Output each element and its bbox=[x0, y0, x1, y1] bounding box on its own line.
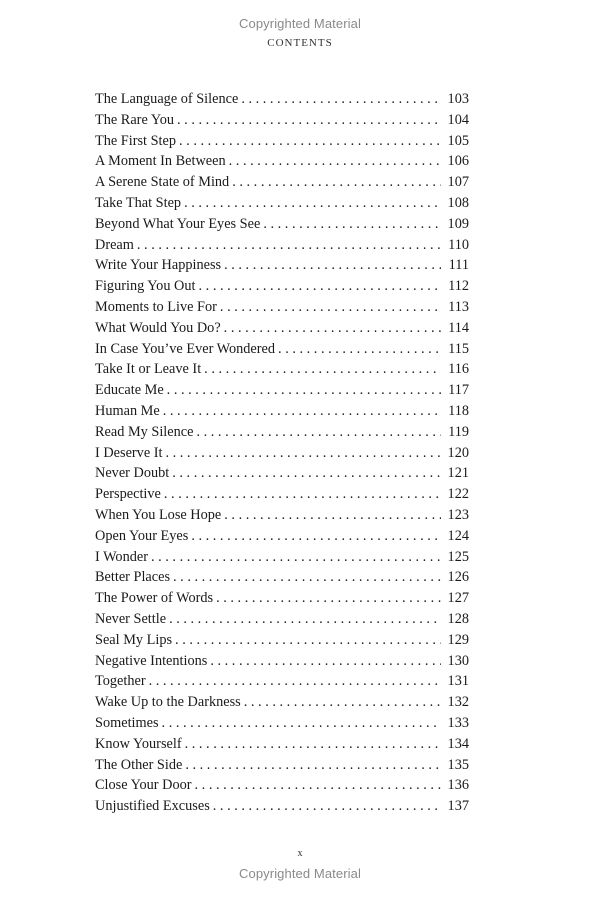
toc-entry-page-number: 134 bbox=[447, 735, 469, 752]
toc-entry bbox=[95, 692, 469, 713]
toc-entry-page-number: 111 bbox=[448, 257, 469, 274]
toc-entry bbox=[95, 172, 469, 193]
dot-leader bbox=[177, 110, 441, 131]
toc-entry-title: Human Me bbox=[95, 402, 160, 419]
toc-entry-title: Wake Up to the Darkness bbox=[95, 694, 241, 711]
toc-entry bbox=[95, 547, 469, 568]
toc-entry-title: Beyond What Your Eyes See bbox=[95, 215, 261, 232]
dot-leader bbox=[224, 255, 441, 276]
copyright-watermark-bottom: Copyrighted Material bbox=[239, 866, 361, 881]
toc-entry-title: What Would You Do? bbox=[95, 319, 221, 336]
toc-entry bbox=[95, 401, 469, 422]
toc-entry bbox=[95, 297, 469, 318]
toc-entry-title: Close Your Door bbox=[95, 777, 192, 794]
toc-entry bbox=[95, 651, 469, 672]
dot-leader bbox=[167, 380, 441, 401]
dot-leader bbox=[204, 359, 441, 380]
toc-entry bbox=[95, 609, 469, 630]
toc-entry-title: Take That Step bbox=[95, 194, 182, 211]
dot-leader bbox=[175, 630, 441, 651]
toc-entry-title: The First Step bbox=[95, 132, 177, 149]
dot-leader bbox=[199, 276, 441, 297]
dot-leader bbox=[241, 89, 441, 110]
toc-entry-title: Educate Me bbox=[95, 382, 164, 399]
dot-leader bbox=[191, 526, 441, 547]
toc-entry-page-number: 114 bbox=[448, 319, 469, 336]
toc-entry-page-number: 133 bbox=[447, 714, 469, 731]
toc-entry-page-number: 121 bbox=[447, 465, 469, 482]
dot-leader bbox=[229, 151, 441, 172]
toc-entry-title: A Serene State of Mind bbox=[95, 174, 230, 191]
toc-entry-page-number: 135 bbox=[447, 756, 469, 773]
toc-entry bbox=[95, 318, 469, 339]
dot-leader bbox=[220, 297, 441, 318]
toc-entry bbox=[95, 339, 469, 360]
page-number: x bbox=[297, 848, 303, 859]
toc-entry-page-number: 115 bbox=[448, 340, 469, 357]
toc-entry bbox=[95, 713, 469, 734]
dot-leader bbox=[162, 713, 441, 734]
dot-leader bbox=[184, 193, 441, 214]
dot-leader bbox=[163, 401, 441, 422]
toc-entry bbox=[95, 214, 469, 235]
toc-entry-title: The Rare You bbox=[95, 111, 175, 128]
toc-entry-title: Moments to Live For bbox=[95, 298, 217, 315]
toc-entry-page-number: 132 bbox=[447, 694, 469, 711]
toc-entry bbox=[95, 796, 469, 817]
toc-entry-page-number: 106 bbox=[447, 153, 469, 170]
toc-entry-title: When You Lose Hope bbox=[95, 506, 222, 523]
toc-entry bbox=[95, 755, 469, 776]
toc-entry-page-number: 129 bbox=[447, 631, 469, 648]
toc-entry-title: I Deserve It bbox=[95, 444, 163, 461]
toc-entry-title: Read My Silence bbox=[95, 423, 194, 440]
toc-entry-page-number: 127 bbox=[447, 590, 469, 607]
dot-leader bbox=[232, 172, 441, 193]
toc-entry-title: Dream bbox=[95, 236, 134, 253]
toc-entry-title: The Other Side bbox=[95, 756, 183, 773]
toc-entry-title: I Wonder bbox=[95, 548, 148, 565]
toc-entry bbox=[95, 131, 469, 152]
toc-entry-page-number: 107 bbox=[447, 174, 469, 191]
running-head: CONTENTS bbox=[267, 37, 333, 49]
toc-entry bbox=[95, 235, 469, 256]
dot-leader bbox=[224, 318, 441, 339]
toc-entry bbox=[95, 443, 469, 464]
toc-entry-title: Perspective bbox=[95, 486, 161, 503]
toc-entry-page-number: 136 bbox=[447, 777, 469, 794]
toc-entry bbox=[95, 359, 469, 380]
toc-entry-page-number: 105 bbox=[447, 132, 469, 149]
dot-leader bbox=[165, 443, 441, 464]
dot-leader bbox=[179, 131, 441, 152]
copyright-watermark-top: Copyrighted Material bbox=[239, 16, 361, 31]
toc-entry-page-number: 116 bbox=[448, 361, 469, 378]
toc-entry-title: Never Settle bbox=[95, 610, 167, 627]
toc-entry-title: Sometimes bbox=[95, 714, 159, 731]
toc-entry-title: In Case You’ve Ever Wondered bbox=[95, 340, 276, 357]
dot-leader bbox=[185, 755, 441, 776]
toc-entry-page-number: 119 bbox=[448, 423, 469, 440]
toc-entry-page-number: 137 bbox=[447, 798, 469, 815]
toc-entry-title: Seal My Lips bbox=[95, 631, 173, 648]
toc-entry bbox=[95, 380, 469, 401]
toc-entry-title: Never Doubt bbox=[95, 465, 170, 482]
dot-leader bbox=[151, 547, 441, 568]
toc-entry-page-number: 126 bbox=[447, 569, 469, 586]
dot-leader bbox=[278, 339, 441, 360]
toc-entry-page-number: 108 bbox=[447, 194, 469, 211]
dot-leader bbox=[195, 775, 441, 796]
dot-leader bbox=[164, 484, 441, 505]
dot-leader bbox=[172, 463, 441, 484]
dot-leader bbox=[216, 588, 441, 609]
toc-entry bbox=[95, 505, 469, 526]
toc-entry-page-number: 130 bbox=[447, 652, 469, 669]
toc-entry-title: The Power of Words bbox=[95, 590, 214, 607]
toc-entry-title: Take It or Leave It bbox=[95, 361, 202, 378]
toc-entry-page-number: 109 bbox=[447, 215, 469, 232]
toc-entry bbox=[95, 775, 469, 796]
toc-entry-page-number: 128 bbox=[447, 610, 469, 627]
table-of-contents bbox=[95, 89, 469, 817]
dot-leader bbox=[196, 422, 441, 443]
dot-leader bbox=[169, 609, 441, 630]
toc-entry bbox=[95, 567, 469, 588]
toc-entry bbox=[95, 463, 469, 484]
toc-entry bbox=[95, 484, 469, 505]
toc-entry-page-number: 125 bbox=[447, 548, 469, 565]
dot-leader bbox=[137, 235, 441, 256]
toc-entry-page-number: 112 bbox=[448, 278, 469, 295]
toc-entry-page-number: 131 bbox=[447, 673, 469, 690]
toc-entry bbox=[95, 734, 469, 755]
toc-entry-page-number: 123 bbox=[447, 506, 469, 523]
toc-entry bbox=[95, 110, 469, 131]
toc-entry bbox=[95, 526, 469, 547]
dot-leader bbox=[224, 505, 441, 526]
toc-entry-title: Together bbox=[95, 673, 146, 690]
toc-entry bbox=[95, 193, 469, 214]
toc-entry-title: Negative Intentions bbox=[95, 652, 208, 669]
dot-leader bbox=[213, 796, 441, 817]
toc-entry-title: Better Places bbox=[95, 569, 171, 586]
dot-leader bbox=[263, 214, 441, 235]
toc-entry-title: Open Your Eyes bbox=[95, 527, 189, 544]
dot-leader bbox=[173, 567, 441, 588]
toc-entry-page-number: 120 bbox=[447, 444, 469, 461]
toc-entry bbox=[95, 255, 469, 276]
dot-leader bbox=[185, 734, 441, 755]
toc-entry bbox=[95, 422, 469, 443]
toc-entry-title: Unjustified Excuses bbox=[95, 798, 210, 815]
toc-entry-title: Know Yourself bbox=[95, 735, 182, 752]
toc-entry bbox=[95, 630, 469, 651]
toc-entry-page-number: 118 bbox=[448, 402, 469, 419]
toc-entry bbox=[95, 671, 469, 692]
toc-entry bbox=[95, 89, 469, 110]
toc-entry-page-number: 122 bbox=[447, 486, 469, 503]
toc-entry-page-number: 103 bbox=[447, 91, 469, 107]
toc-entry-page-number: 110 bbox=[448, 236, 469, 253]
toc-entry-page-number: 113 bbox=[448, 298, 469, 315]
toc-entry-page-number: 117 bbox=[448, 382, 469, 399]
toc-entry-title: Write Your Happiness bbox=[95, 257, 222, 274]
toc-entry-title: A Moment In Between bbox=[95, 153, 226, 170]
toc-entry-page-number: 124 bbox=[447, 527, 469, 544]
toc-entry bbox=[95, 276, 469, 297]
dot-leader bbox=[244, 692, 441, 713]
toc-entry-title: Figuring You Out bbox=[95, 278, 196, 295]
toc-entry-title: The Language of Silence bbox=[95, 91, 239, 107]
toc-entry bbox=[95, 151, 469, 172]
dot-leader bbox=[149, 671, 441, 692]
toc-entry bbox=[95, 588, 469, 609]
dot-leader bbox=[210, 651, 441, 672]
toc-entry-page-number: 104 bbox=[447, 111, 469, 128]
